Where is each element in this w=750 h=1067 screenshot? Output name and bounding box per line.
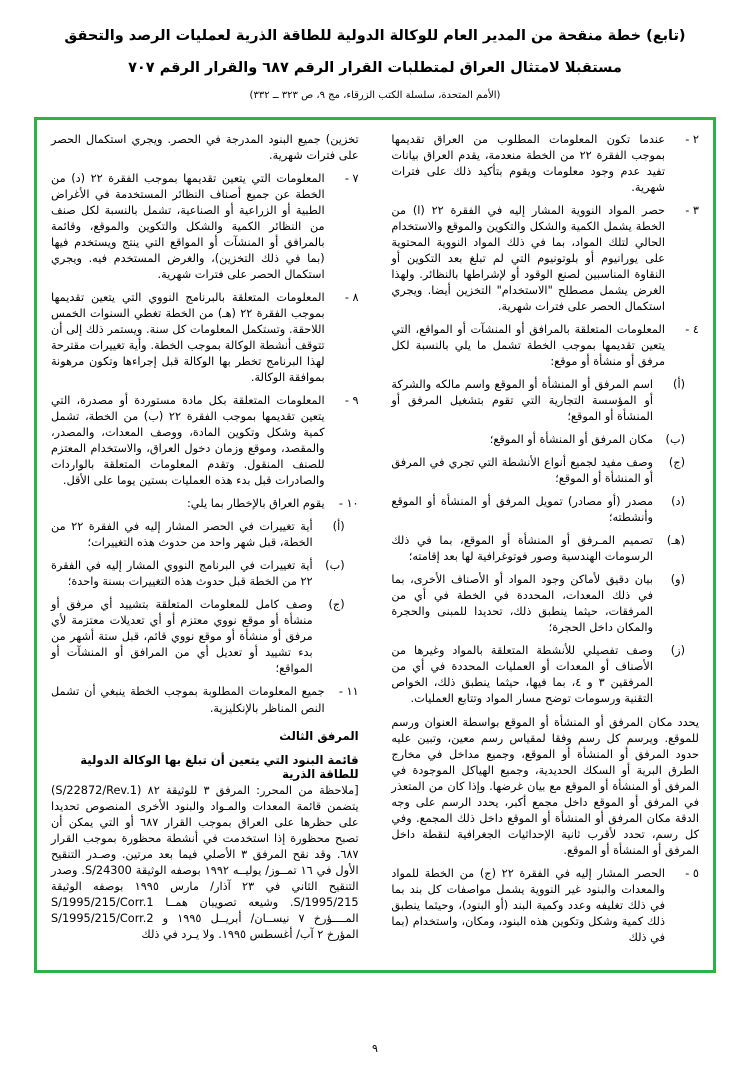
list-item-number: ٢ - — [685, 132, 699, 146]
column-left — [51, 132, 365, 960]
list-item-number: ٤ - — [685, 322, 699, 336]
header-title-line-2: مستقبلا لامتثال العراق لمتطلبات القرار الرقم ٦٨٧ والقرار الرقم ٧٠٧ — [128, 59, 622, 76]
sub-list-item — [391, 377, 685, 425]
sub-list-item-number: (ج) — [668, 456, 685, 470]
list-item-text: المعلومات المتعلقة بكل مادة مستوردة أو مصدرة، التي يتعين تقديمها بموجب الفقرة ٢٢ (ب) من الخطة، تشمل كمية وشكل وتكوين المادة، ووصف المعدات، والمصدر، والمقصد، وموقع وزمان دخول العراق، والاستخدام المعتزم للصنف المنقول. وتقدم المعلومات المتعلقة بالواردات والصادرات قبل بدء هذه العمليات بستين يوما على الأقل. — [51, 393, 325, 488]
sub-list-item — [391, 494, 685, 526]
list-item — [51, 684, 359, 716]
list-item-number: ٨ - — [344, 290, 359, 304]
sub-list-item-text: بيان دقيق لأماكن وجود المواد أو الأصناف الأخرى، بما في ذلك المعدات، المحددة في الخطة في أي من المرفقات، حيثما ينطبق ذلك، تحديدا للمبنى والحجرة والمكان داخل الحجرة؛ — [391, 573, 653, 635]
list-item-text: يقوم العراق بالإخطار بما يلي: — [187, 497, 325, 511]
list-item-text: الحصر المشار إليه في الفقرة ٢٢ (ج) من الخطة للمواد والمعدات والبنود غير النووية يشمل مواصفات كل بند بما في ذلك تغليفه وعدد وكمية البند (أو البنود)، وحيثما ينطبق ذلك كمية وشكل وتكوين هذه البنود، ومكان، واستخدام (بما في ذلك — [391, 866, 665, 944]
list-item — [51, 496, 359, 512]
list-item-number: ٩ - — [344, 393, 359, 407]
page-number: ٩ — [372, 1042, 378, 1055]
sub-list-item-text: اسم المرفق أو المنشأة أو الموقع واسم مالكه والشركة أو المؤسسة التجارية التي تقوم بتشغيل المرفق أو المنشأة أو الموقع؛ — [391, 377, 653, 423]
list-item — [51, 171, 359, 283]
list-item-text: المعلومات المتعلقة بالمرافق أو المنشآت أو المواقع، التي يتعين تقديمها بموجب الخطة تشمل ما يلي بالنسبة لكل مرفق أو منشأة أو موقع: — [391, 322, 665, 368]
sub-list-item-text: وصف تفصيلي للأنشطة المتعلقة بالمواد وغيرها من الأصناف أو المعدات أو العمليات المحددة في أي من المرفقين ٣ و ٤، بما فيها، حيثما ينطبق ذلك، الخواص التقنية ورسومات توضح مسار المواد وتتابع العمليات. — [391, 644, 654, 706]
sub-list-item-text: أية تغييرات في الحصر المشار إليه في الفقرة ٢٢ من الخطة، قبل شهر واحد من حدوث هذه التغييرات؛ — [51, 520, 313, 550]
annex-subtitle: قائمة البنود التي يتعين أن تبلغ بها الوكالة الدولية للطاقة الذرية — [80, 752, 359, 781]
sub-list-item-number: (و) — [670, 573, 685, 587]
list-item-text: حصر المواد النووية المشار إليه في الفقرة ٢٢ (ا) من الخطة يشمل الكمية والشكل والتكوين والموقع والاستخدام الحالي لتلك المواد، بما في ذلك المواد النووية المحتوية على يورانيوم أو بلوتونيوم التي لم تبلغ بعد التكوين أو النقاوة المناسبين لصنع الوقود أو لإشراطها بالنظائر. ولهذا الغرض يشمل مصطلح "الاستخدام" التخزين أيضا. ويجري استكمال الحصر على فترات شهرية. — [391, 203, 665, 313]
sub-list-item — [391, 643, 685, 707]
header-title-line-1: (تابع) خطة منقحة من المدير العام للوكالة الدولية للطاقة الذرية لعمليات الرصد والتحقق — [64, 28, 686, 44]
document-header — [34, 26, 716, 103]
sub-list-item — [51, 558, 345, 590]
annex-editor-note: [ملاحظة من المحرر: المرفق ٣ للوثيقة ٨٢ (S/22872/Rev.1) يتضمن قائمة المعدات والمـواد والبنود الأخرى المنصوص تحديدا على حظرها على العراق بموجب القرار ٦٨٧ أو التي يمكن أن تصبح محظورة إذا استخدمت في أنشطة محظورة بموجب القرار ٦٨٧. وقد نقح المرفق ٣ الأصلي فيما بعد مرتين. وصـدر التنقيح الأول في ١٦ تمــوز/ يوليــه ١٩٩٢ بوصفه الوثيقة S/24300. وصدر التنقيح الثاني في ٢٣ آذار/ مارس ١٩٩٥ بوصفه الوثيقة S/1995/215. وشيعه تصويبان همــا S/1995/215/Corr.1 المــــؤرخ ٧ نيســان/ أبريــل ١٩٩٥ و S/1995/215/Corr.2 المؤرخ ٢ آب/ أغسطس ١٩٩٥. ولا يـرد في ذلك — [51, 783, 359, 941]
list-item — [391, 132, 699, 196]
list-item — [51, 290, 359, 386]
list-item — [391, 322, 699, 370]
list-item-number: ١١ - — [338, 685, 359, 699]
sub-list-item-number: (أ) — [673, 377, 685, 391]
list-item — [391, 866, 699, 946]
list-item-number: ٧ - — [344, 171, 359, 185]
sub-list-item-text: وصف مفيد لجميع أنواع الأنشطة التي تجري في المرفق أو المنشأة أو الموقع؛ — [391, 456, 653, 486]
sub-list-item-text: تصميم المـرفق أو المنشأة أو الموقع، بما في ذلك الرسومات الهندسية وصور فوتوغرافية لها بعد إقامته؛ — [391, 534, 653, 564]
annex-title: المرفق الثالث — [279, 728, 359, 743]
sub-list-item-number: (ج) — [328, 598, 345, 612]
sub-list-item — [51, 597, 345, 677]
sub-list-item-number: (أ) — [332, 520, 345, 534]
list-item-text: المعلومات المتعلقة بالبرنامج النووي التي يتعين تقديمها بموجب الفقرة ٢٢ (هـ) من الخطة تغطي السنوات الخمس اللاحقة. وتستكمل المعلومات كل سنة. ويستمر ذلك إلى أن تتوقف أنشطة الوكالة بموجب الخطة. وأية تغييرات مقترحة لهذا البرنامج تخطر بها الوكالة قبل إجراءها وتكون مرهونة بموافقة الوكالة. — [51, 290, 325, 384]
sub-list-item-text: وصف كامل للمعلومات المتعلقة بتشييد أي مرفق أو منشأة أو موقع نووي معتزم أو أي تعديلات معتزمة لأي مرفق أو منشأة أو موقع نووي قائم، قبل ستة أشهر من بدء تشييد أو تعديل أي من المرافق أو المنشآت أو المواقع؛ — [51, 598, 313, 676]
two-column-layout — [51, 132, 699, 960]
sub-list-item-text: أية تغييرات في البرنامج النووي المشار إليه في الفقرة ٢٢ من الخطة قبل حدوث هذه التغييرات بسنة واحدة؛ — [51, 559, 313, 589]
column-right — [385, 132, 699, 960]
content-frame — [34, 117, 716, 973]
sub-list-item-text: مصدر (أو مصادر) تمويل المرفق أو المنشأة أو الموقع وأنشطته؛ — [391, 495, 653, 525]
header-source-note: (الأمم المتحدة، سلسلة الكتب الزرقاء، مج ٩، ص ٣٢٣ ــ ٣٣٢) — [249, 89, 501, 101]
list-item-number: ٣ - — [685, 203, 699, 217]
sub-list-item-number: (د) — [671, 495, 685, 509]
sub-list-item — [51, 519, 345, 551]
list-item-text: جميع المعلومات المطلوبة بموجب الخطة ينبغي أن تشمل النص المناظر بالإنكليزية. — [51, 685, 325, 715]
list-item-number: ١٠ - — [338, 497, 359, 511]
paragraph-continuation: تخزين) جميع البنود المدرجة في الحصر. ويجري استكمال الحصر على فترات شهرية. — [51, 132, 359, 162]
list-item-text: المعلومات التي يتعين تقديمها بموجب الفقرة ٢٢ (د) من الخطة عن جميع أصناف النظائر المستخدمة في الأغراض الطبية أو الزراعية أو الصناعية، تشمل بالنسبة لكل صنف من النظائر الكمية والشكل والتكوين والموقع، وقائمة بالمرافق أو المنشآت أو المواقع التي ينتج ويستخدم فيها (بما في ذلك التخزين)، والغرض المستخدم فيه. ويجري استكمال الحصر على فترات شهرية. — [51, 171, 325, 281]
sub-list-item-number: (هـ) — [666, 534, 685, 548]
paragraph-location-description: يحدد مكان المرفق أو المنشأة أو الموقع بواسطة العنوان ورسم للموقع. ويرسم كل رسم وفقا لمقياس رسم معين، وتبين عليه حدود المرفق أو المنشأة أو الموقع، وجميع مداخل في مخارج الطرق البرية أو السكك الحديدية، وجميع الهياكل الموجودة في المرفق أو المنشأة أو الموقع مع بيان غرضها. وإذا كان من المتعذر في المرفق أو الموقع داخل مجمع أكبر، يحدد الرسم على وجه الدقة مكان المرفق أو المنشأة أو الموقع داخل ذلك المجمع. وفي كل رسم، تحدد لأقرب ثانية الإحداثيات الجغرافية لنقطة داخل المرفق أو المنشأة أو الموقع. — [391, 715, 699, 857]
sub-list-item — [391, 432, 685, 448]
list-item — [51, 393, 359, 489]
sub-list-item — [391, 572, 685, 636]
sub-list-item-text: مكان المرفق أو المنشأة أو الموقع؛ — [489, 433, 653, 447]
sub-list-item — [391, 533, 685, 565]
sub-list-item-number: (ب) — [665, 433, 685, 447]
sub-list-item-number: (ز) — [670, 644, 685, 658]
list-item-number: ٥ - — [685, 866, 699, 880]
sub-list-item — [391, 455, 685, 487]
list-item — [391, 203, 699, 315]
sub-list-item-number: (ب) — [325, 559, 345, 573]
list-item-text: عندما تكون المعلومات المطلوب من العراق تقديمها بموجب الفقرة ٢٢ من الخطة منعدمة، يقدم العراق بيانات تفيد عدم وجود معلومات ويقوم بتأكيد ذلك على فترات شهرية. — [391, 132, 665, 194]
